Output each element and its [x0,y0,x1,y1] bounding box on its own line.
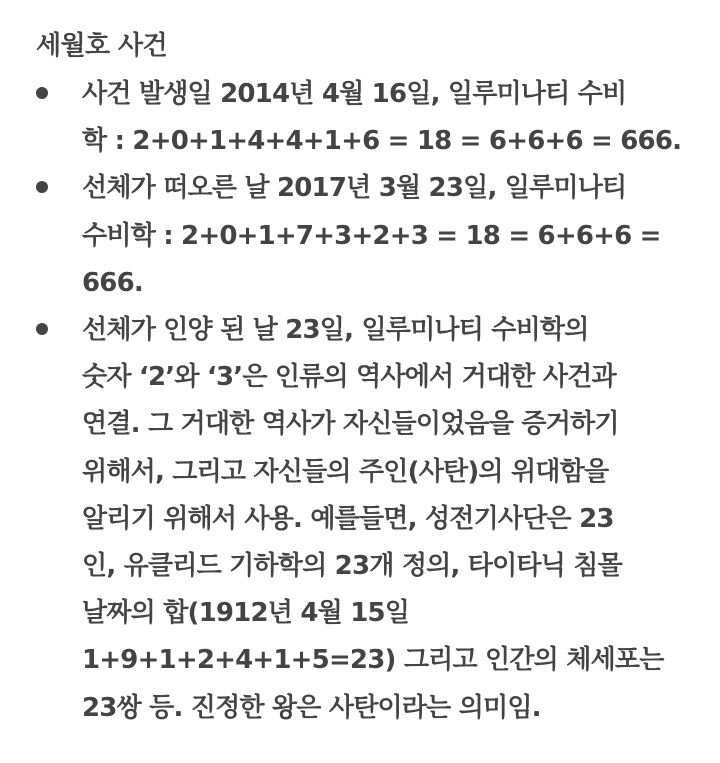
text-line: 수비학 : 2+0+1+7+3+2+3 = 18 = 6+6+6 = [82,220,661,251]
bullet-list [36,71,690,732]
text-line: 사건 발생일 2014년 4월 16일, 일루미나티 수비 [82,79,627,109]
text-line: 선체가 인양 된 날 23일, 일루미나티 수비학의 [82,315,589,346]
bullet-dot-icon [36,87,48,99]
text-line: 연결. 그 거대한 역사가 자신들이었음을 증거하기 [82,409,619,440]
text-line: 숫자 ‘2’와 ‘3’은 인류의 역사에서 거대한 사건과 [82,362,616,393]
text-line: 23쌍 등. 진정한 왕은 사탄이라는 의미임. [82,692,541,723]
section-heading: 세월호 사건 [36,31,168,61]
text-line: 선체가 떠오른 날 2017년 3월 23일, 일루미나티 [82,173,627,204]
text-line: 위해서, 그리고 자신들의 주인(사탄)의 위대함을 [82,456,609,487]
text-line: 알리기 위해서 사용. 예를들면, 성전기사단은 23 [82,503,614,534]
bullet-dot-icon [36,323,48,335]
text-line: 학 : 2+0+1+4+4+1+6 = 18 = 6+6+6 = 666. [82,126,682,157]
text-line: 인, 유클리드 기하학의 23개 정의, 타이타닉 침몰 [82,551,622,582]
bullet-item-3 [36,307,690,732]
text-line: 1+9+1+2+4+1+5=23) 그리고 인간의 체세포는 [82,645,664,676]
bullet-dot-icon [36,181,48,193]
text-line: 날짜의 합(1912년 4월 15일 [82,598,410,629]
bullet-item-1 [36,71,690,165]
bullet-item-2 [36,165,690,307]
text-line: 666. [82,267,143,298]
